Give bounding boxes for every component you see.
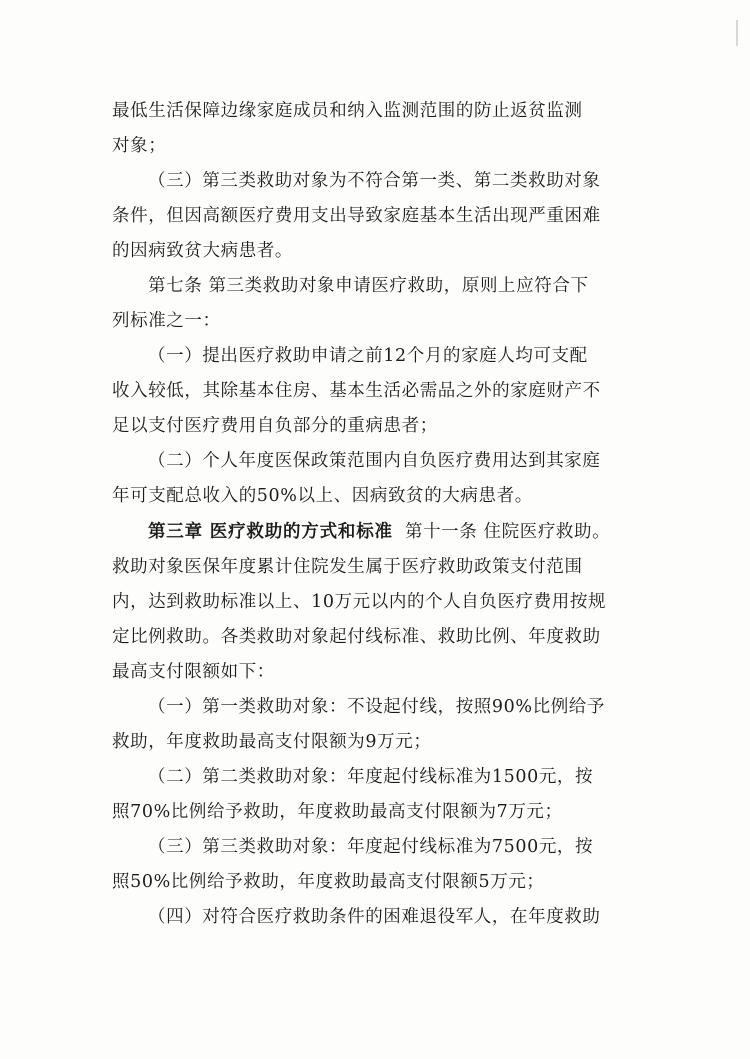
text-line-17: 最高支付限额如下：	[112, 662, 275, 682]
text-line-14: 救助对象医保年度累计住院发生属于医疗救助政策支付范围	[112, 557, 583, 577]
text-line-18: （一）第一类救助对象：不设起付线，按照90%比例给予	[148, 697, 605, 717]
text-line-24: （四）对符合医疗救助条件的困难退役军人，在年度救助	[148, 907, 601, 927]
chapter-3-line	[148, 517, 610, 547]
text-line-19: 救助，年度救助最高支付限额为9万元；	[112, 732, 432, 752]
text-line-3: （三）第三类救助对象为不符合第一类、第二类救助对象	[148, 171, 601, 191]
text-line-16: 定比例救助。各类救助对象起付线标准、救助比例、年度救助	[112, 627, 601, 647]
text-line-8: （一）提出医疗救助申请之前12个月的家庭人均可支配	[148, 346, 588, 366]
article-7-line-2: 列标准之一：	[112, 311, 221, 331]
text-line-1: 最低生活保障边缘家庭成员和纳入监测范围的防止返贫监测	[112, 101, 583, 121]
scan-edge-mark	[736, 20, 738, 46]
text-line-11: （二）个人年度医保政策范围内自负医疗费用达到其家庭	[148, 451, 601, 471]
article-11-heading: 第十一条 住院医疗救助。	[404, 522, 611, 542]
text-line-23: 照50%比例给予救助，年度救助最高支付限额5万元；	[112, 872, 545, 892]
text-line-2: 对象；	[112, 136, 167, 156]
text-line-10: 足以支付医疗费用自负部分的重病患者；	[112, 416, 438, 436]
text-line-15: 内，达到救助标准以上、10万元以内的个人自负医疗费用按规	[112, 592, 607, 612]
text-line-9: 收入较低，其除基本住房、基本生活必需品之外的家庭财产不	[112, 381, 601, 401]
text-line-22: （三）第三类救助对象：年度起付线标准为7500元，按	[148, 837, 594, 857]
chapter-heading: 第三章 医疗救助的方式和标准	[148, 522, 393, 542]
text-line-21: 照70%比例给予救助，年度救助最高支付限额为7万元；	[112, 802, 563, 822]
text-line-20: （二）第二类救助对象：年度起付线标准为1500元，按	[148, 767, 594, 787]
text-line-12: 年可支配总收入的50%以上、因病致贫的大病患者。	[112, 486, 533, 506]
text-line-4: 条件，但因高额医疗费用支出导致家庭基本生活出现严重困难	[112, 206, 601, 226]
text-line-5: 的因病致贫大病患者。	[112, 241, 293, 261]
article-7-line-1: 第七条 第三类救助对象申请医疗救助，原则上应符合下	[148, 276, 589, 296]
